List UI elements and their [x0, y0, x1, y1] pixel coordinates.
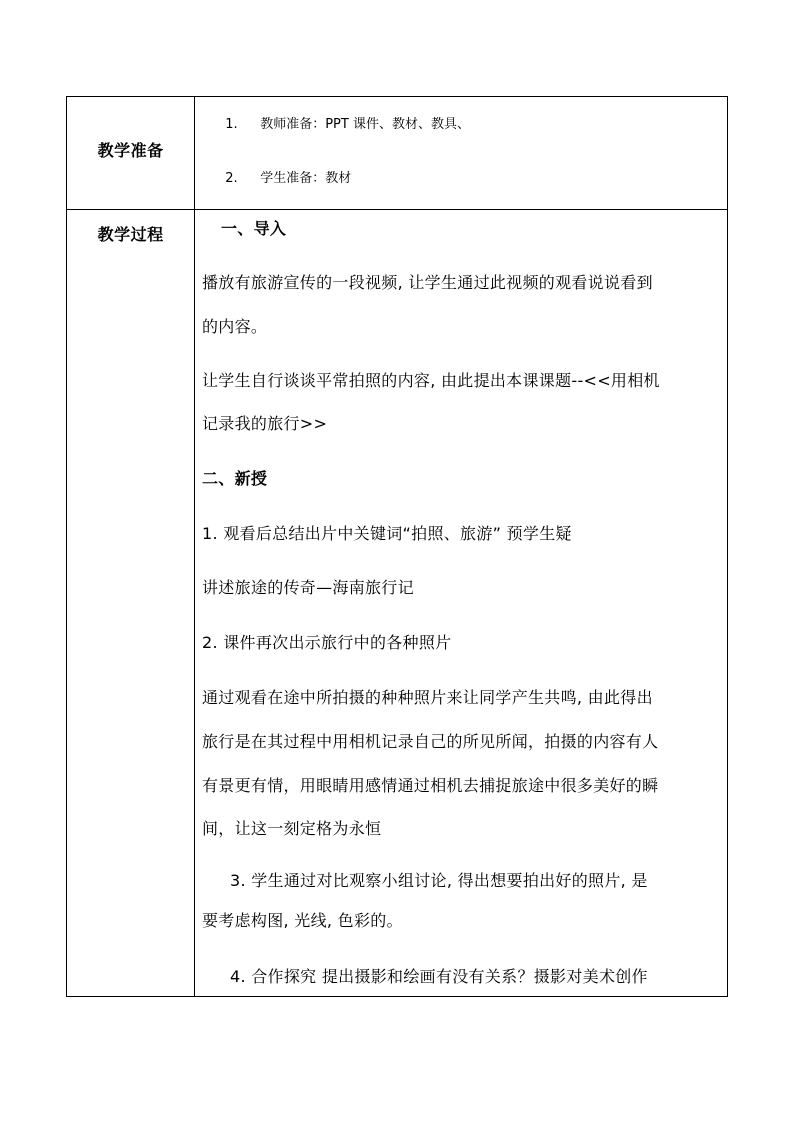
teaching-preparation-label-cell	[67, 97, 195, 210]
list-number: 2.	[225, 171, 238, 186]
lesson-plan-table	[66, 96, 728, 997]
list-item-text: 学生准备：教材	[260, 171, 352, 186]
step-3: 3. 学生通过对比观察小组讨论, 得出想要拍出好的照片, 是	[230, 871, 648, 890]
list-item-text: 教师准备：PPT 课件、教材、教具、	[260, 117, 470, 132]
paragraph-line: 的内容。	[202, 317, 268, 336]
paragraph-line: 间，让这一刻定格为永恒	[202, 819, 382, 838]
step-1-detail: 讲述旅途的传奇—海南旅行记	[202, 578, 414, 597]
step-2: 2. 课件再次出示旅行中的各种照片	[202, 633, 452, 652]
teaching-process-row	[67, 210, 728, 997]
teaching-preparation-content-cell	[195, 97, 728, 210]
teaching-process-label-cell	[67, 210, 195, 997]
preparation-item-teacher	[225, 113, 470, 132]
preparation-item-student	[225, 167, 351, 186]
step-1: 1. 观看后总结出片中关键词“拍照、旅游” 预学生疑	[202, 524, 572, 543]
teaching-process-content-cell	[195, 210, 728, 997]
paragraph-line: 让学生自行谈谈平常拍照的内容, 由此提出本课课题--<<用相机	[202, 371, 660, 390]
step-3-continued: 要考虑构图, 光线, 色彩的。	[202, 911, 403, 930]
teaching-process-label: 教学过程	[97, 225, 164, 244]
paragraph-line: 有景更有情，用眼睛用感情通过相机去捕捉旅途中很多美好的瞬	[202, 776, 659, 795]
paragraph-line: 播放有旅游宣传的一段视频, 让学生通过此视频的观看说说看到	[202, 273, 653, 292]
paragraph-line: 记录我的旅行>>	[202, 414, 328, 433]
teaching-preparation-row	[67, 97, 728, 210]
step-4: 4. 合作探究 提出摄影和绘画有没有关系？摄影对美术创作	[230, 967, 648, 986]
list-number: 1.	[225, 117, 238, 132]
teaching-preparation-label: 教学准备	[97, 141, 164, 160]
paragraph-line: 旅行是在其过程中用相机记录自己的所见所闻，拍摄的内容有人	[202, 732, 659, 751]
section-heading-intro-text: 一、导入	[221, 219, 287, 238]
paragraph-line: 通过观看在途中所拍摄的种种照片来让同学产生共鸣, 由此得出	[202, 688, 653, 707]
section-heading-new-lesson: 二、新授	[202, 469, 268, 488]
